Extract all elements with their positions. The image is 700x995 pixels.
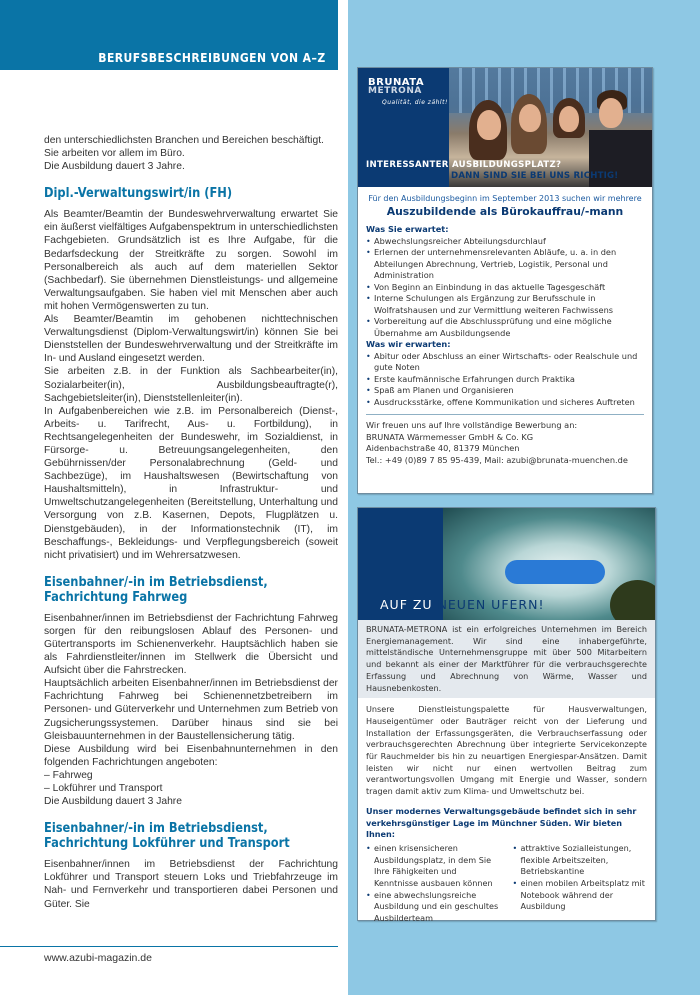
person-face xyxy=(519,104,541,132)
list-item: • eine abwechslungsreiche Ausbildung und ein geschultes Ausbilderteam xyxy=(366,890,501,925)
hero-text: NEUEN UFERN! xyxy=(437,597,545,612)
intro-line: Die Ausbildung dauert 3 Jahre. xyxy=(44,161,185,173)
paragraph: Als Beamter/Beamtin im gehobenen nichttechnischen Verwaltungsdienst (Diplom-Verwaltungswirt/in) können Sie bei Dienststellen der Bundeswehrverwaltung und der Streitkräfte im In- und Ausland eingesetzt werden. xyxy=(44,314,338,365)
offer-list-left xyxy=(366,843,501,925)
contact-block xyxy=(366,420,644,466)
require-list xyxy=(366,351,644,409)
list-item: • Erlernen der unternehmensrelevanten Abläufe, u. a. in den Abteilungen Abrechnung, Vertrieb, Logistik, Personal und Administration xyxy=(366,247,644,282)
paragraph: Eisenbahner/innen im Betriebsdienst der Fachrichtung Fahrweg sorgen für den reibungslosen Ablauf des Personen- und Gütertransports im Schienenverkehr. Hauptsächlich haben sie als Fahrdienstleiter/innen im Stellwerk die Übersicht und Aufsicht über die Fahrstrecken. xyxy=(44,612,338,677)
paragraph: Diese Ausbildung wird bei Eisenbahnunternehmen in den folgenden Fachrichtungen angeboten: xyxy=(44,743,338,768)
contact-line: BRUNATA Wärmemesser GmbH & Co. KG xyxy=(366,431,534,442)
job-advert-card xyxy=(357,67,653,494)
company-intro: BRUNATA-METRONA ist ein erfolgreiches Unternehmen im Bereich Energiemanagement. Wir sind eine inhabergeführte, mittelständische Unternehmensgruppe mit über 500 Mitarbeitern und bekannt als einer der Marktführer für die verbrauchsgerechte Erfassung und Abrechnung von Wärme, Wasser und Hausnebenkosten. xyxy=(358,620,655,698)
brunata-metrona-logo xyxy=(368,78,448,107)
list-item: • einen krisensicheren Ausbildungsplatz, in dem Sie Ihre Fähigkeiten und Kenntnisse ausbauen können xyxy=(366,843,501,890)
hero-subline: DANN SIND SIE BEI UNS RICHTIG! xyxy=(451,171,619,181)
offer-list-right xyxy=(513,843,648,925)
list-item: • Abwechslungsreicher Abteilungsdurchlauf xyxy=(366,236,644,248)
advert-body xyxy=(358,187,652,466)
company-advert-card xyxy=(357,507,656,924)
advert-body xyxy=(358,698,655,925)
section-header-band xyxy=(0,0,338,70)
article-column xyxy=(44,134,338,911)
list-item: • attraktive Sozialleistungen, flexible Arbeitszeiten, Betriebskantine xyxy=(513,843,648,878)
logo-line: METRONA xyxy=(368,86,422,96)
logo-tagline: Qualität, die zählt! xyxy=(382,99,448,106)
hero-headline xyxy=(366,160,561,170)
paragraph: Eisenbahner/innen im Betriebsdienst der Fachrichtung Lokführer und Transport steuern Loks und Triebfahrzeuge im Nah- und Fernverkehr und transportieren dabei Personen und Güter. Sie xyxy=(44,859,338,910)
person-face xyxy=(477,110,501,140)
paragraph: Die Ausbildung dauert 3 Jahre xyxy=(44,796,182,808)
footer-url-link[interactable]: www.azubi-magazin.de xyxy=(44,952,152,964)
paragraph: Sie arbeiten z.B. in der Funktion als Sachbearbeiter(in), Sozialarbeiter(in), Ausbildungsbeauftragte(r), Sachgebietsleiter(in), Dienststellenleiter(in). xyxy=(44,366,338,404)
section-heading: Dipl.-Verwaltungswirt/in (FH) xyxy=(44,186,233,202)
contact-line: Wir freuen uns auf Ihre vollständige Bewerbung an: xyxy=(366,420,578,430)
list-line: – Lokführer und Transport xyxy=(44,783,163,795)
intro-line: den unterschiedlichsten Branchen und Bereichen beschäftigt. xyxy=(44,135,324,146)
section-heading: Eisenbahner/-in im Betriebsdienst, Fachrichtung Fahrweg xyxy=(44,574,268,605)
list-item: • Abitur oder Abschluss an einer Wirtschafts- oder Realschule und gute Noten xyxy=(366,351,644,374)
paragraph: In Aufgabenbereichen wie z.B. im Personalbereich (Dienst-, Arbeits- u. Tarifrecht, Aus- u. Fortbildung), in Rechtsangelegenheiten der Bundeswehr, im Sozialdienst, in Fürsorge- u. Betreuungsangelegenheiten, den Gebührnissen/der Personalabrechnung (Geld- und Sachbezüge), im Haushaltswesen (Bewirtschaftung von Haushaltsmitteln), in Infrastruktur- und Umweltschutzangelegenheiten (Bereitstellung, Unterhaltung und Versorgung von z.B. Kasernen, Depots, Flugplätzen u. Dienstgebäuden), in der Informationstechnik (IT), im Beschaffungs-, Bekleidungs- und Verpflegungsbereich (soweit nicht privatisiert) und im Wehrersatzwesen. xyxy=(44,405,338,561)
hero-text: INTERESSANTER xyxy=(366,160,449,170)
section-title: BERUFSBESCHREIBUNGEN VON A–Z xyxy=(98,51,326,65)
advert-hero xyxy=(358,68,652,187)
hero-headline xyxy=(380,597,544,612)
list-line: – Fahrweg xyxy=(44,769,93,781)
expect-list xyxy=(366,236,644,340)
require-heading: Was wir erwarten: xyxy=(366,339,451,349)
hero-text: AUF ZU xyxy=(380,597,433,612)
section-heading: Eisenbahner/-in im Betriebsdienst, Fachrichtung Lokführer und Transport xyxy=(44,821,290,852)
list-item: • Von Beginn an Einbindung in das aktuelle Tagesgeschäft xyxy=(366,282,644,294)
paragraph: Als Beamter/Beamtin der Bundeswehrverwaltung erwartet Sie ein äußerst vielfältiges Aufgabenspektrum in unterschiedlichsten Fachgebieten. Grundsätzlich ist es Ihre Aufgabe, für die Bedarfsdeckung der Streitkräfte zu sorgen. Sowohl im Personalbereich als auch auf dem materiellen Sektor (Sachbedarf). Sie übernehmen Dienstleistungs- und allgemeine Verwaltungsaufgaben. Sie haben viel mit Menschen aber auch mit hohen Vermögenswerten zu tun. xyxy=(44,209,338,312)
offer-columns xyxy=(366,843,647,925)
advert-hero xyxy=(358,508,655,620)
list-item: • Erste kaufmännische Erfahrungen durch Praktika xyxy=(366,374,644,386)
paragraph: Unsere Dienstleistungspalette für Hausverwaltungen, Hauseigentümer oder Bauträger reicht von der Lieferung und Installation der Erfassungsgeräten, die Verbrauchserfassung oder verbrauchsgerechten Abrechnung über integrierte Servicekonzepte für Rauchmelder bis hin zu neuartigen Energiespar-Ansätzen. Damit leisten wir nicht nur einen wertvollen Beitrag zum verantwortungsvollen Umgang mit Energie und Wasser, sondern tragen damit aktiv zum Klima- und Umweltschutz bei. xyxy=(366,704,647,797)
list-item: • Vorbereitung auf die Abschlussprüfung und eine mögliche Übernahme am Ausbildungsende xyxy=(366,316,644,339)
logo-line: BRUNATA xyxy=(368,77,425,88)
raft xyxy=(505,560,605,584)
list-item: • einen mobilen Arbeitsplatz mit Notebook während der Ausbildung xyxy=(513,878,648,913)
list-item: • Ausdrucksstärke, offene Kommunikation und sicheres Auftreten xyxy=(366,397,644,409)
rock xyxy=(610,580,655,620)
advert-intro: Für den Ausbildungsbeginn im September 2013 suchen wir mehrere xyxy=(368,194,642,203)
hero-text: AUSBILDUNGSPLATZ? xyxy=(452,160,562,170)
person-face xyxy=(559,106,579,132)
list-item: • Interne Schulungen als Ergänzung zur Berufsschule in Wolfratshausen und zur Vermittlung weiteren Fachwissens xyxy=(366,293,644,316)
contact-email-line[interactable]: Tel.: +49 (0)89 7 85 95-439, Mail: azubi@brunata-muenchen.de xyxy=(366,454,628,465)
person-face xyxy=(599,98,623,128)
list-item: • Spaß am Planen und Organisieren xyxy=(366,385,644,397)
offer-heading: Unser modernes Verwaltungsgebäude befindet sich in sehr verkehrsgünstiger Lage im Münchner Süden. Wir bieten Ihnen: xyxy=(366,805,637,840)
advert-title: Auszubildende als Bürokauffrau/-mann xyxy=(386,204,624,218)
expect-heading: Was Sie erwartet: xyxy=(366,224,449,234)
divider xyxy=(366,414,644,415)
contact-line: Aidenbachstraße 40, 81379 München xyxy=(366,443,520,453)
footer-divider xyxy=(0,946,338,947)
intro-line: Sie arbeiten vor allem im Büro. xyxy=(44,148,185,160)
paragraph: Hauptsächlich arbeiten Eisenbahner/innen im Betriebsdienst der Fachrichtung Fahrweg bei Schienennetzbetreibern im Personen- und Güterverkehr und Unternehmen zum Betrieb von Zugsicherungssystemen. Darüber hinaus sind sie bei Gleisbauunternehmen in der Baustellensicherung tätig. xyxy=(44,678,338,742)
